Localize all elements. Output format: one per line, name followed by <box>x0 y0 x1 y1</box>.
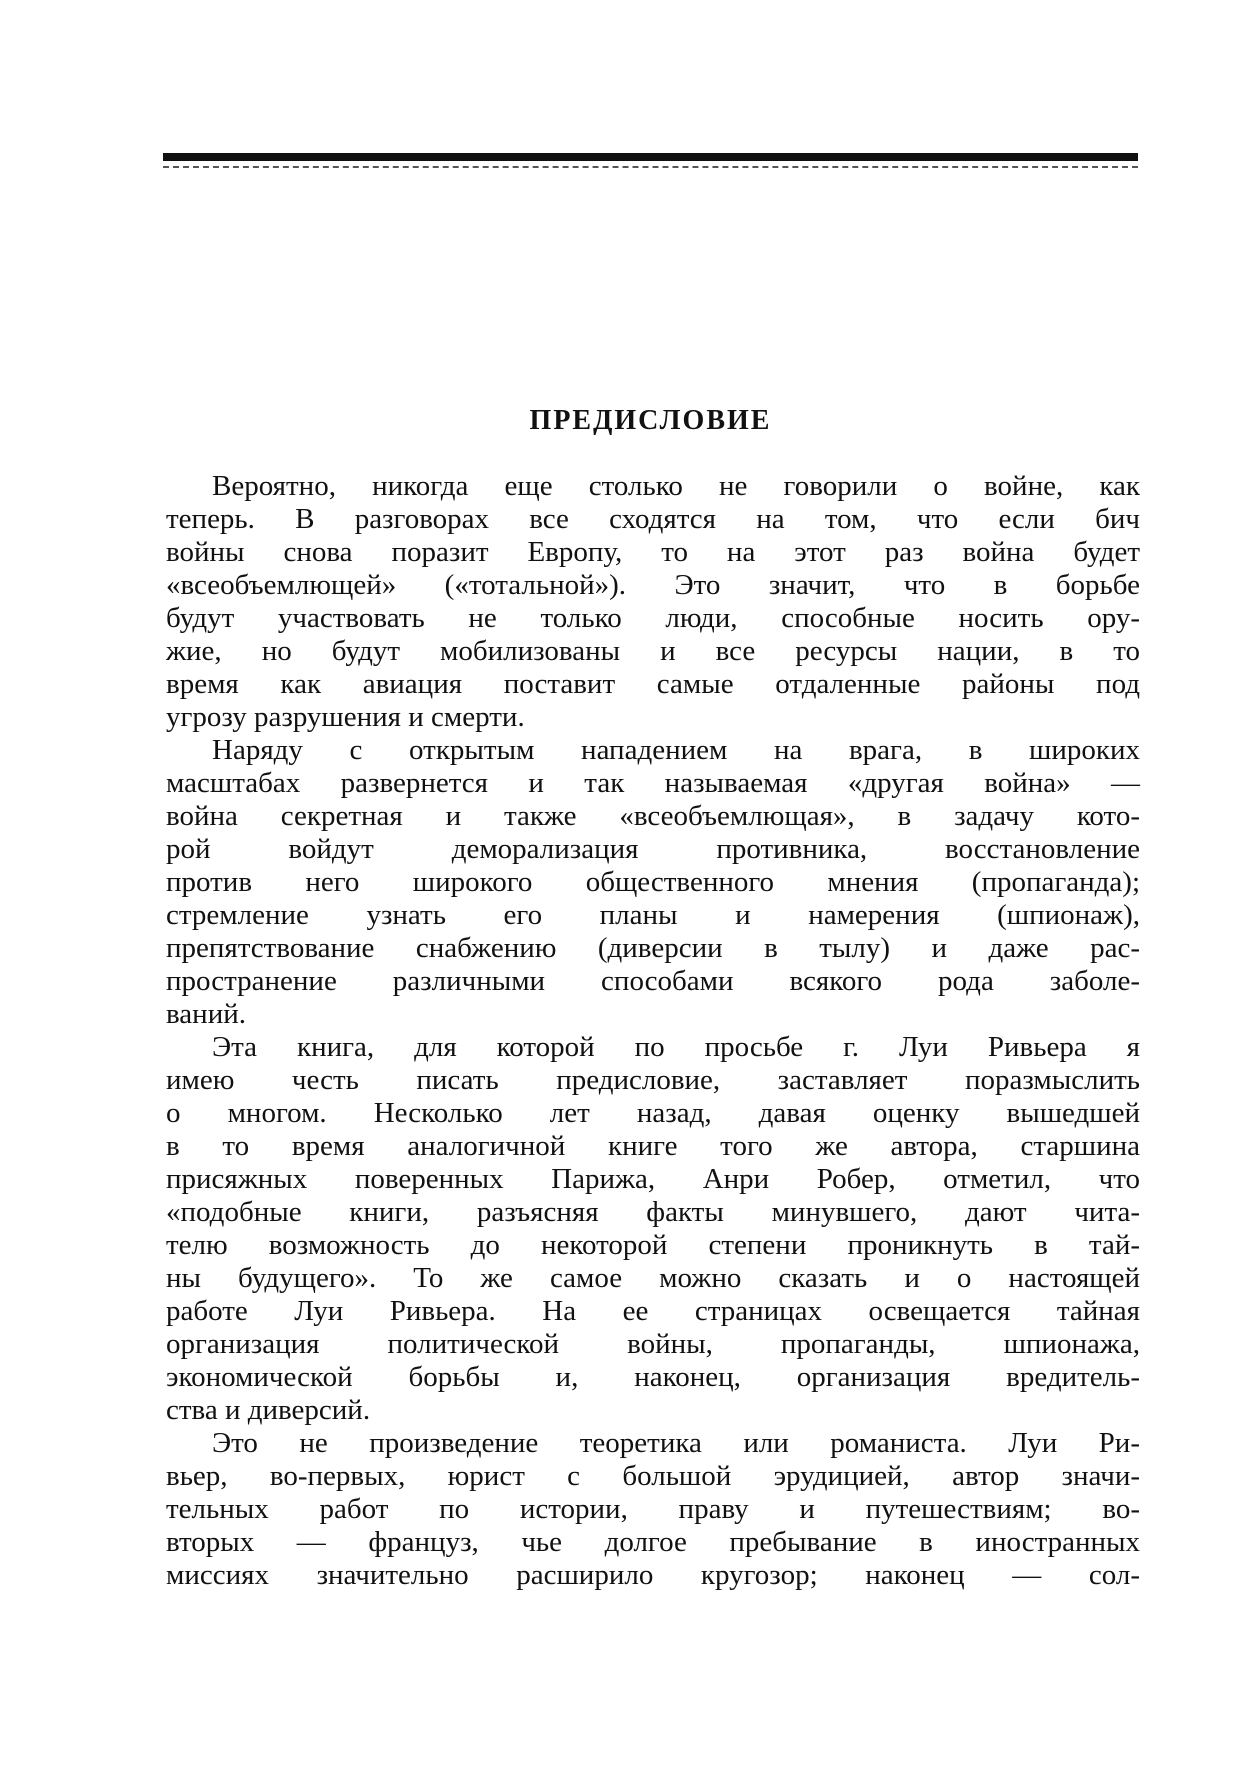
text-line: имею честь писать предисловие, заставляет поразмыслить <box>166 1064 1140 1096</box>
text-line: пространение различными способами всякого рода заболе- <box>166 965 1140 997</box>
text-line: о многом. Несколько лет назад, давая оценку вышедшей <box>166 1097 1140 1129</box>
text-line: Это не произведение теоретика или романиста. Луи Ри- <box>212 1427 1140 1459</box>
text-line: тельных работ по истории, праву и путешествиям; во- <box>166 1493 1140 1525</box>
text-line: угрозу разрушения и смерти. <box>166 701 525 733</box>
text-line: войны снова поразит Европу, то на этот раз война будет <box>166 536 1140 568</box>
text-line: вьер, во-первых, юрист с большой эрудицией, автор значи- <box>166 1460 1140 1492</box>
text-line: будут участвовать не только люди, способные носить ору- <box>166 602 1140 634</box>
text-line: экономической борьбы и, наконец, организация вредитель- <box>166 1361 1140 1393</box>
text-line: масштабах развернется и так называемая «другая война» — <box>166 767 1140 799</box>
text-line: в то время аналогичной книге того же автора, старшина <box>166 1130 1140 1162</box>
text-line: препятствование снабжению (диверсии в тылу) и даже рас- <box>166 932 1140 964</box>
header-rule <box>163 153 1138 161</box>
text-line: ваний. <box>166 998 246 1030</box>
text-line: «всеобъемлющей» («тотальной»). Это значит, что в борьбе <box>166 569 1140 601</box>
text-line: Эта книга, для которой по просьбе г. Луи Ривьера я <box>212 1031 1140 1063</box>
text-line: жие, но будут мобилизованы и все ресурсы нации, в то <box>166 635 1140 667</box>
body-text <box>166 470 1140 1592</box>
paragraph <box>166 1031 1140 1427</box>
text-line: ны будущего». То же самое можно сказать и о настоящей <box>166 1262 1140 1294</box>
text-line: теперь. В разговорах все сходятся на том, что если бич <box>166 503 1140 535</box>
text-line: миссиях значительно расширило кругозор; наконец — сол- <box>166 1559 1140 1591</box>
page-title: ПРЕДИСЛОВИЕ <box>529 405 772 436</box>
text-line: присяжных поверенных Парижа, Анри Робер, отметил, что <box>166 1163 1140 1195</box>
header-rule-thin <box>163 166 1138 168</box>
text-line: против него широкого общественного мнения (пропаганда); <box>166 866 1140 898</box>
text-line: Вероятно, никогда еще столько не говорили о войне, как <box>212 470 1140 502</box>
paragraph <box>166 1427 1140 1592</box>
paragraph <box>166 734 1140 1031</box>
text-line: война секретная и также «всеобъемлющая», в задачу кото- <box>166 800 1140 832</box>
text-line: рой войдут деморализация противника, восстановление <box>166 833 1140 865</box>
text-line: телю возможность до некоторой степени проникнуть в тай- <box>166 1229 1140 1261</box>
text-line: вторых — француз, чье долгое пребывание в иностранных <box>166 1526 1140 1558</box>
text-line: Наряду с открытым нападением на врага, в широких <box>212 734 1140 766</box>
text-line: время как авиация поставит самые отдаленные районы под <box>166 668 1140 700</box>
paragraph <box>166 470 1140 734</box>
text-line: стремление узнать его планы и намерения (шпионаж), <box>166 899 1140 931</box>
text-line: работе Луи Ривьера. На ее страницах освещается тайная <box>166 1295 1140 1327</box>
text-line: ства и диверсий. <box>166 1394 371 1426</box>
text-line: организация политической войны, пропаганды, шпионажа, <box>166 1328 1140 1360</box>
text-line: «подобные книги, разъясняя факты минувшего, дают чита- <box>166 1196 1140 1228</box>
